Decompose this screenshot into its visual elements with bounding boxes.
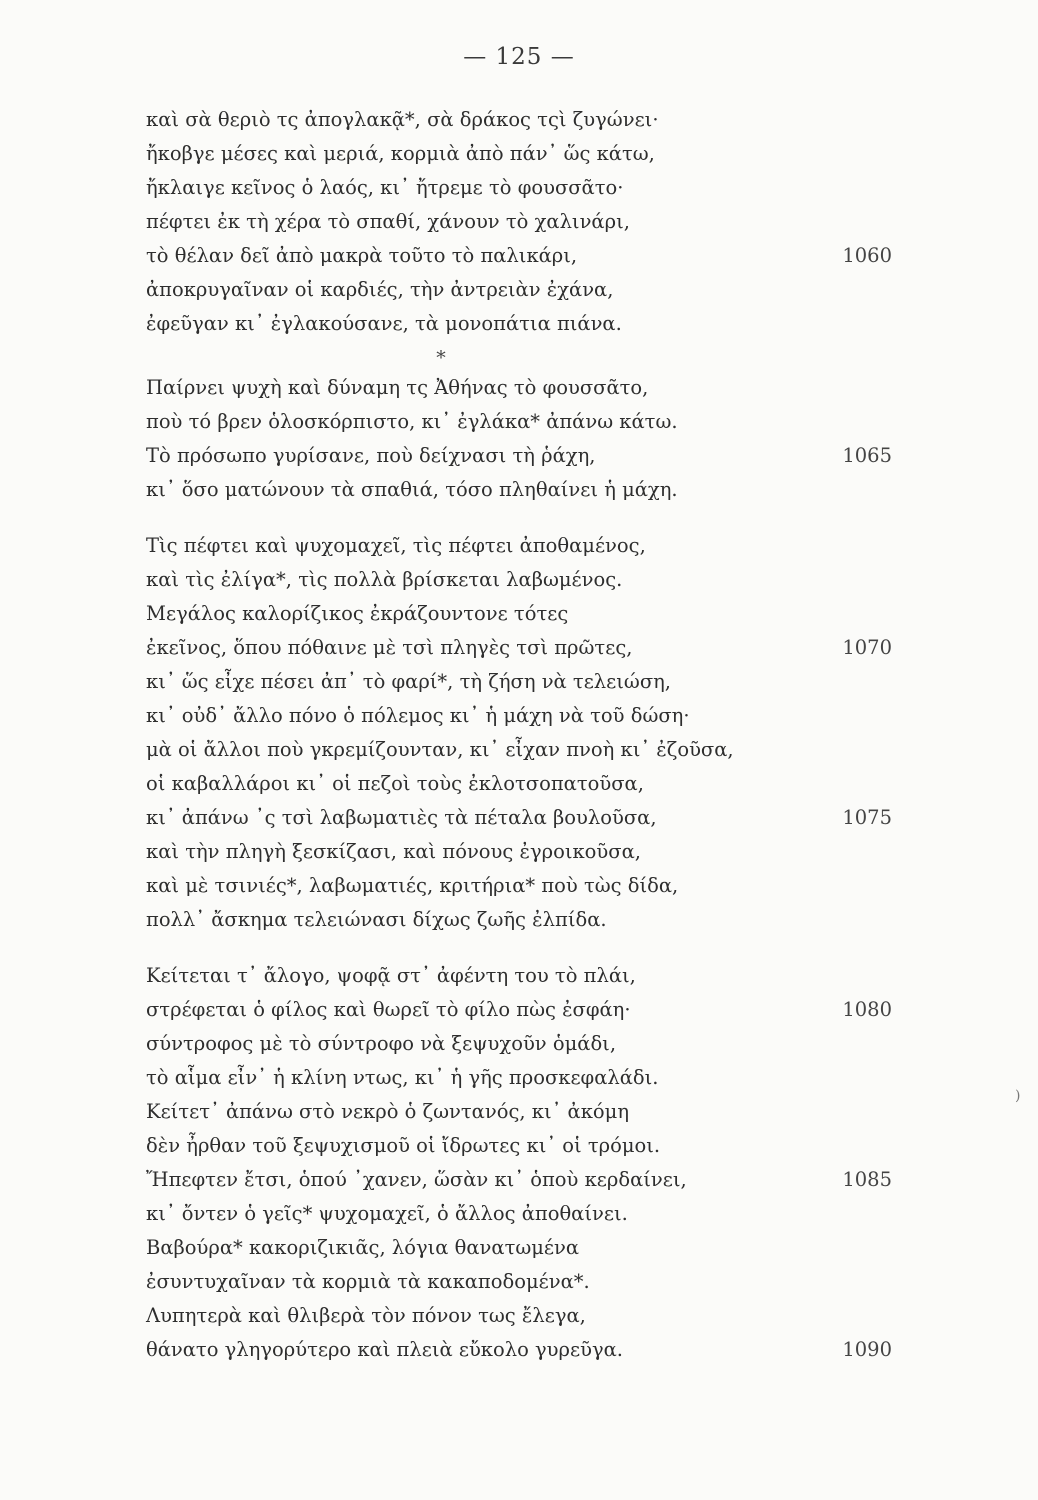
verse-line: [146, 699, 906, 733]
verse-text: Μεγάλος καλορίζικος ἐκράζουντονε τότες: [146, 602, 569, 625]
verse-line: [146, 767, 906, 801]
verse-line: [146, 307, 906, 341]
verse-text: ἤκοβγε μέσες καὶ μεριά, κορμιὰ ἀπὸ πάν᾽ ὥς κάτω,: [146, 142, 655, 165]
verse-line: [146, 665, 906, 699]
verse-line: [146, 473, 906, 507]
verse-line: [146, 1163, 906, 1197]
verse-text: τὸ θέλαν δεῖ ἀπὸ μακρὰ τοῦτο τὸ παλικάρι,: [146, 244, 578, 267]
verse-line: [146, 405, 906, 439]
line-number: 1065: [842, 444, 892, 467]
verse-text: οἱ καβαλλάροι κι᾽ οἱ πεζοὶ τοὺς ἐκλοτσοπατοῦσα,: [146, 772, 644, 795]
verse-line: [146, 835, 906, 869]
verse-line: [146, 597, 906, 631]
line-number: 1085: [842, 1168, 892, 1191]
verse-text: ἐσυντυχαῖναν τὰ κορμιὰ τὰ κακαποδομένα*.: [146, 1270, 590, 1293]
verse-text: στρέφεται ὁ φίλος καὶ θωρεῖ τὸ φίλο πὼς ἐσφάη·: [146, 998, 631, 1021]
verse-text: ποὺ τό βρεν ὁλοσκόρπιστο, κι᾽ ἐγλάκα* ἀπάνω κάτω.: [146, 410, 678, 433]
verse-text: Τὸ πρόσωπο γυρίσανε, ποὺ δείχνασι τὴ ῥάχη,: [146, 444, 596, 467]
verse-text: καὶ τὴν πληγὴ ξεσκίζασι, καὶ πόνους ἐγροικοῦσα,: [146, 840, 641, 863]
poem: [146, 103, 906, 1367]
stanza-gap: [146, 937, 906, 959]
verse-line: [146, 529, 906, 563]
verse-line: [146, 205, 906, 239]
verse-text: πέφτει ἐκ τὴ χέρα τὸ σπαθί, χάνουν τὸ χαλινάρι,: [146, 210, 630, 233]
verse-line: [146, 1061, 906, 1095]
line-number: 1060: [842, 244, 892, 267]
stanza: [146, 959, 906, 1367]
verse-text: ἀποκρυγαῖναν οἱ καρδιές, τὴν ἀντρειὰν ἐχάνα,: [146, 278, 614, 301]
verse-line: [146, 171, 906, 205]
verse-line: [146, 993, 906, 1027]
margin-mark: ): [1015, 1088, 1021, 1104]
verse-line: [146, 371, 906, 405]
line-number: 1070: [842, 636, 892, 659]
verse-text: ἐφεῦγαν κι᾽ ἐγλακούσανε, τὰ μονοπάτια πιάνα.: [146, 312, 622, 335]
verse-line: [146, 1095, 906, 1129]
verse-text: Ἤπεφτεν ἔτσι, ὁπού ᾽χανεν, ὥσὰν κι᾽ ὁποὺ κερδαίνει,: [146, 1168, 687, 1191]
verse-text: δὲν ἦρθαν τοῦ ξεψυχισμοῦ οἱ ἴδρωτες κι᾽ οἱ τρόμοι.: [146, 1134, 661, 1157]
verse-text: Κείτεται τ᾽ ἄλογο, ψοφᾷ στ᾽ ἀφέντη του τὸ πλάι,: [146, 964, 636, 987]
verse-text: μὰ οἱ ἄλλοι ποὺ γκρεμίζουνταν, κι᾽ εἶχαν πνοὴ κι᾽ ἐζοῦσα,: [146, 738, 734, 761]
verse-line: [146, 439, 906, 473]
verse-line: [146, 1265, 906, 1299]
verse-text: Βαβούρα* κακοριζικιᾶς, λόγια θανατωμένα: [146, 1236, 580, 1259]
page-number: — 125 —: [463, 44, 575, 70]
verse-text: κι᾽ οὐδ᾽ ἄλλο πόνο ὁ πόλεμος κι᾽ ἡ μάχη νὰ τοῦ δώση·: [146, 704, 690, 727]
verse-line: [146, 1231, 906, 1265]
verse-line: [146, 1129, 906, 1163]
verse-line: [146, 869, 906, 903]
verse-text: Τὶς πέφτει καὶ ψυχομαχεῖ, τὶς πέφτει ἀποθαμένος,: [146, 534, 646, 557]
verse-line: [146, 1027, 906, 1061]
stanza: [146, 371, 906, 507]
verse-text: καὶ τὶς ἐλίγα*, τὶς πολλὰ βρίσκεται λαβωμένος.: [146, 568, 623, 591]
verse-line: [146, 733, 906, 767]
verse-line: [146, 959, 906, 993]
verse-line: [146, 239, 906, 273]
line-number: 1090: [842, 1338, 892, 1361]
verse-line: [146, 273, 906, 307]
verse-text: κι᾽ ἀπάνω ᾽ς τσὶ λαβωματιὲς τὰ πέταλα βουλοῦσα,: [146, 806, 657, 829]
section-divider-asterisk: *: [436, 347, 446, 369]
verse-line: [146, 801, 906, 835]
verse-text: ἐκεῖνος, ὅπου πόθαινε μὲ τσὶ πληγὲς τσὶ πρῶτες,: [146, 636, 633, 659]
stanza: [146, 103, 906, 341]
verse-line: [146, 103, 906, 137]
verse-line: [146, 137, 906, 171]
verse-text: Κείτετ᾽ ἀπάνω στὸ νεκρὸ ὁ ζωντανός, κι᾽ ἀκόμη: [146, 1100, 629, 1123]
verse-line: [146, 1333, 906, 1367]
verse-text: κι᾽ ὥς εἶχε πέσει ἀπ᾽ τὸ φαρί*, τὴ ζήση νὰ τελειώση,: [146, 670, 672, 693]
verse-line: [146, 903, 906, 937]
verse-text: θάνατο γληγορύτερο καὶ πλειὰ εὔκολο γυρεῦγα.: [146, 1338, 623, 1361]
verse-line: [146, 1197, 906, 1231]
stanza: [146, 529, 906, 937]
stanza-gap: [146, 507, 906, 529]
verse-line: [146, 1299, 906, 1333]
verse-text: καὶ σὰ θεριὸ τς ἀπογλακᾷ*, σὰ δράκος τςὶ ζυγώνει·: [146, 108, 659, 131]
verse-line: [146, 563, 906, 597]
verse-text: πολλ᾽ ἄσκημα τελειώνασι δίχως ζωῆς ἐλπίδα.: [146, 908, 607, 931]
verse-text: κι᾽ ὄντεν ὁ γεῖς* ψυχομαχεῖ, ὁ ἄλλος ἀποθαίνει.: [146, 1202, 628, 1225]
verse-text: καὶ μὲ τσινιές*, λαβωματιές, κριτήρια* ποὺ τὼς δίδα,: [146, 874, 679, 897]
verse-text: Λυπητερὰ καὶ θλιβερὰ τὸν πόνον τως ἔλεγα,: [146, 1304, 586, 1327]
line-number: 1080: [842, 998, 892, 1021]
line-number: 1075: [842, 806, 892, 829]
verse-text: κι᾽ ὅσο ματώνουν τὰ σπαθιά, τόσο πληθαίνει ἡ μάχη.: [146, 478, 678, 501]
verse-text: Παίρνει ψυχὴ καὶ δύναμη τς Ἀθήνας τὸ φουσσᾶτο,: [146, 376, 649, 399]
verse-line: [146, 631, 906, 665]
verse-text: σύντροφος μὲ τὸ σύντροφο νὰ ξεψυχοῦν ὁμάδι,: [146, 1032, 617, 1055]
verse-text: τὸ αἷμα εἶν᾽ ἡ κλίνη ντως, κι᾽ ἡ γῆς προσκεφαλάδι.: [146, 1066, 659, 1089]
verse-text: ἤκλαιγε κεῖνος ὁ λαός, κι᾽ ἤτρεμε τὸ φουσσᾶτο·: [146, 176, 624, 199]
